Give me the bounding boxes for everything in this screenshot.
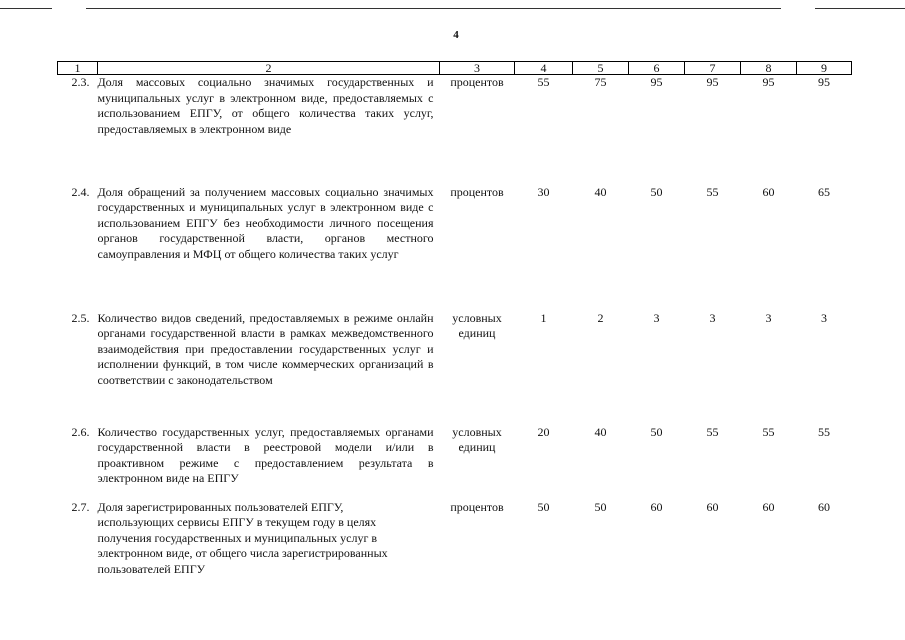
header-cell: 1 [58,62,98,75]
row-value: 55 [818,424,830,439]
row-value: 60 [706,499,719,514]
row-value: 3 [821,310,827,325]
row-description: Количество государственных услуг, предоставляемых органами государственной власти в реестровой модели и/или в проактивном режиме с предоставлением результата в электронном виде на ЕПГУ [97,424,434,485]
row-unit [440,425,515,500]
header-cell: 3 [440,62,515,75]
unit-line: единиц [458,440,496,454]
row-value: 95 [706,75,719,89]
row-description: Доля зарегистрированных пользователей ЕПГУ, использующих сервисы ЕПГУ в текущем году в целях получения государственных и муниципальных услуг в электронном виде, от общего числа зарегистрированных пользователей ЕПГУ [97,499,388,576]
row-value: 55 [706,184,719,199]
header-cell: 9 [797,62,852,75]
row-number: 2.6. [71,424,90,439]
header-cell: 6 [629,62,685,75]
row-value: 60 [818,499,830,514]
row-value: 55 [762,424,775,439]
row-number: 2.5. [71,310,90,325]
header-cell: 8 [741,62,797,75]
row-value: 1 [540,310,547,325]
row-value: 95 [762,75,775,89]
unit-line: условных [452,424,502,439]
row-value: 60 [762,499,775,514]
row-value: 95 [818,75,830,89]
row-description: Количество видов сведений, предоставляемых в режиме онлайн органами государственной власти в рамках межведомственного взаимодействия при предоставлении государственных услуг и исполнении функций, в том числе коммерческих организаций в соответствии с законодательством [97,310,434,387]
row-number: 2.7. [71,499,90,514]
table-header-row [58,62,852,75]
header-cell: 7 [685,62,741,75]
unit-line: условных [452,310,502,325]
row-unit [440,500,515,590]
indicators-table [57,61,852,590]
row-number: 2.4. [71,184,90,199]
header-cell: 4 [515,62,573,75]
row-value: 50 [594,499,607,514]
row-value: 55 [537,75,550,89]
row-value: 75 [594,75,607,89]
header-cell: 5 [573,62,629,75]
top-rule-right [815,8,905,9]
top-rule-left [0,8,52,9]
unit-line: процентов [450,75,504,89]
row-value: 30 [537,184,550,199]
row-value: 55 [706,424,719,439]
table-row [58,500,852,590]
row-value: 65 [818,184,830,199]
row-value: 3 [765,310,772,325]
row-unit [440,311,515,425]
row-value: 20 [537,424,550,439]
row-value: 3 [709,310,716,325]
table-row [58,185,852,311]
page-number: 4 [453,29,459,41]
top-rule-middle [86,8,781,9]
header-cell: 2 [98,62,440,75]
unit-line: процентов [450,184,504,199]
table-row [58,311,852,425]
row-value: 95 [650,75,663,89]
unit-line: единиц [458,326,496,340]
table-row [58,75,852,185]
row-number: 2.3. [71,75,90,89]
row-description: Доля массовых социально значимых государственных и муниципальных услуг в электронном виде, предоставляемых с использованием ЕПГУ, от общего количества таких услуг, предоставляемых в электронном виде [97,75,434,136]
row-value: 3 [653,310,660,325]
row-value: 50 [650,424,663,439]
row-value: 40 [594,424,607,439]
row-value: 40 [594,184,607,199]
row-value: 60 [650,499,663,514]
row-value: 60 [762,184,775,199]
table-row [58,425,852,500]
row-value: 50 [537,499,550,514]
row-unit [440,75,515,185]
row-unit [440,185,515,311]
row-description: Доля обращений за получением массовых социально значимых государственных и муниципальных услуг в электронном виде с использованием ЕПГУ без необходимости личного посещения органов государственной власти, органов местного самоуправления и МФЦ от общего количества таких услуг [97,184,434,261]
row-value: 50 [650,184,663,199]
row-value: 2 [597,310,604,325]
unit-line: процентов [450,499,504,514]
